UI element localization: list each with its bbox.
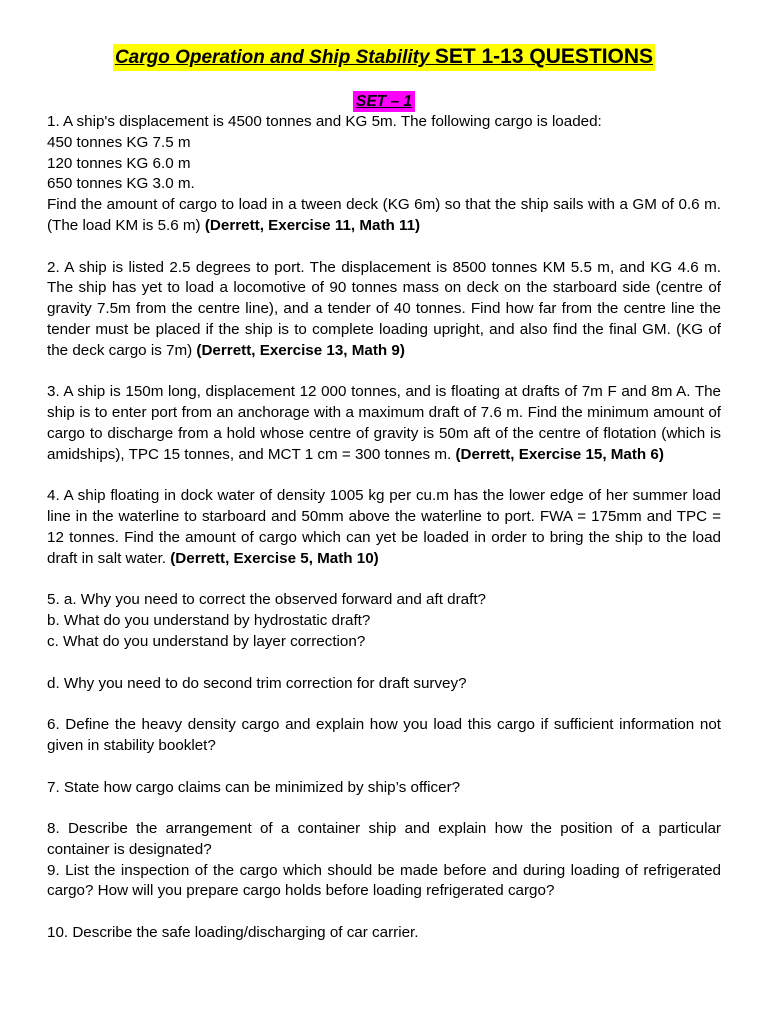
q8-text: 8. Describe the arrangement of a container ship and explain how the position of a particular container is designated?: [47, 820, 721, 858]
question-5-abc: [47, 590, 721, 652]
question-3: [47, 382, 721, 465]
q1-body: [47, 195, 721, 237]
question-2: [47, 258, 721, 362]
q1-intro: 1. A ship's displacement is 4500 tonnes and KG 5m. The following cargo is loaded:: [47, 113, 602, 130]
question-5-d: [47, 674, 721, 695]
question-1: [47, 112, 721, 237]
questions: [47, 112, 721, 944]
q5-part-c: c. What do you understand by layer correction?: [47, 632, 366, 650]
q5-part-a: 5. a. Why you need to correct the observed forward and aft draft?: [47, 591, 486, 609]
question-4: [47, 486, 721, 569]
q10-text: 10. Describe the safe loading/discharging of car carrier.: [47, 924, 419, 942]
q4-reference: (Derrett, Exercise 5, Math 10): [170, 549, 379, 567]
q9-text: 9. List the inspection of the cargo which should be made before and during loading of refrigerated cargo? How will you prepare cargo holds before loading refrigerated cargo?: [47, 861, 721, 900]
q4-body: [47, 486, 721, 569]
question-10: [47, 923, 721, 944]
q3-text: 3. A ship is 150m long, displacement 12 000 tonnes, and is floating at drafts of 7m F and 8m A. The ship is to enter port from an anchorage with a maximum draft of 7.6 m. Find the minimum amount of cargo to discharge from a hold whose centre of gravity is 50m aft of the centre of flotation (which is amidships), TPC 15 tonnes, and MCT 1 cm = 300 tonnes m.: [47, 383, 721, 463]
title-italic-text: Cargo Operation and Ship Stability: [114, 47, 435, 68]
q1-item-1: 450 tonnes KG 7.5 m: [47, 133, 191, 151]
q2-reference: (Derrett, Exercise 13, Math 9): [196, 341, 405, 359]
q1-reference: (Derrett, Exercise 11, Math 11): [204, 216, 421, 234]
q4-text: 4. A ship floating in dock water of density 1005 kg per cu.m has the lower edge of her summer load line in the waterline to starboard and 50mm above the waterline to port. FWA = 175mm and TPC = 12 tonnes. Find the amount of cargo which can yet be loaded in order to bring the ship to the load draft in salt water.: [47, 487, 721, 567]
q1-item-2: 120 tonnes KG 6.0 m: [47, 154, 191, 172]
set-heading-block: [47, 91, 721, 112]
q1-text: Find the amount of cargo to load in a tween deck (KG 6m) so that the ship sails with a GM of 0.6 m. (The load KM is 5.6 m): [47, 196, 721, 234]
question-8: [47, 819, 721, 861]
question-7: [47, 778, 721, 799]
question-6: [47, 715, 721, 757]
q3-reference: (Derrett, Exercise 15, Math 6): [455, 445, 664, 463]
q2-text: 2. A ship is listed 2.5 degrees to port. The displacement is 8500 tonnes KM 5.5 m, and KG 4.6 m. The ship has yet to load a locomotive of 90 tonnes mass on deck on the starboard side (centre of gravity 7.5m from the centre line), and a tender of 40 tonnes. Find how far from the centre line the tender must be placed if the ship is to complete loading upright, and also find the final GM. (KG of the deck cargo is 7m): [47, 258, 721, 359]
q3-body: [47, 382, 721, 465]
q7-text: 7. State how cargo claims can be minimized by ship’s officer?: [47, 778, 461, 796]
q5-part-d: d. Why you need to do second trim correction for draft survey?: [47, 674, 467, 692]
q5-part-b: b. What do you understand by hydrostatic draft?: [47, 612, 371, 630]
q1-item-3: 650 tonnes KG 3.0 m.: [47, 175, 195, 193]
title-caps-text: SET 1-13 QUESTIONS: [434, 45, 654, 68]
page-title: [113, 44, 655, 71]
title-block: [47, 44, 721, 71]
q2-body: [47, 258, 721, 362]
set-heading: SET – 1: [353, 91, 415, 112]
question-9: [47, 861, 721, 903]
q6-text: 6. Define the heavy density cargo and explain how you load this cargo if sufficient information not given in stability booklet?: [47, 716, 721, 754]
